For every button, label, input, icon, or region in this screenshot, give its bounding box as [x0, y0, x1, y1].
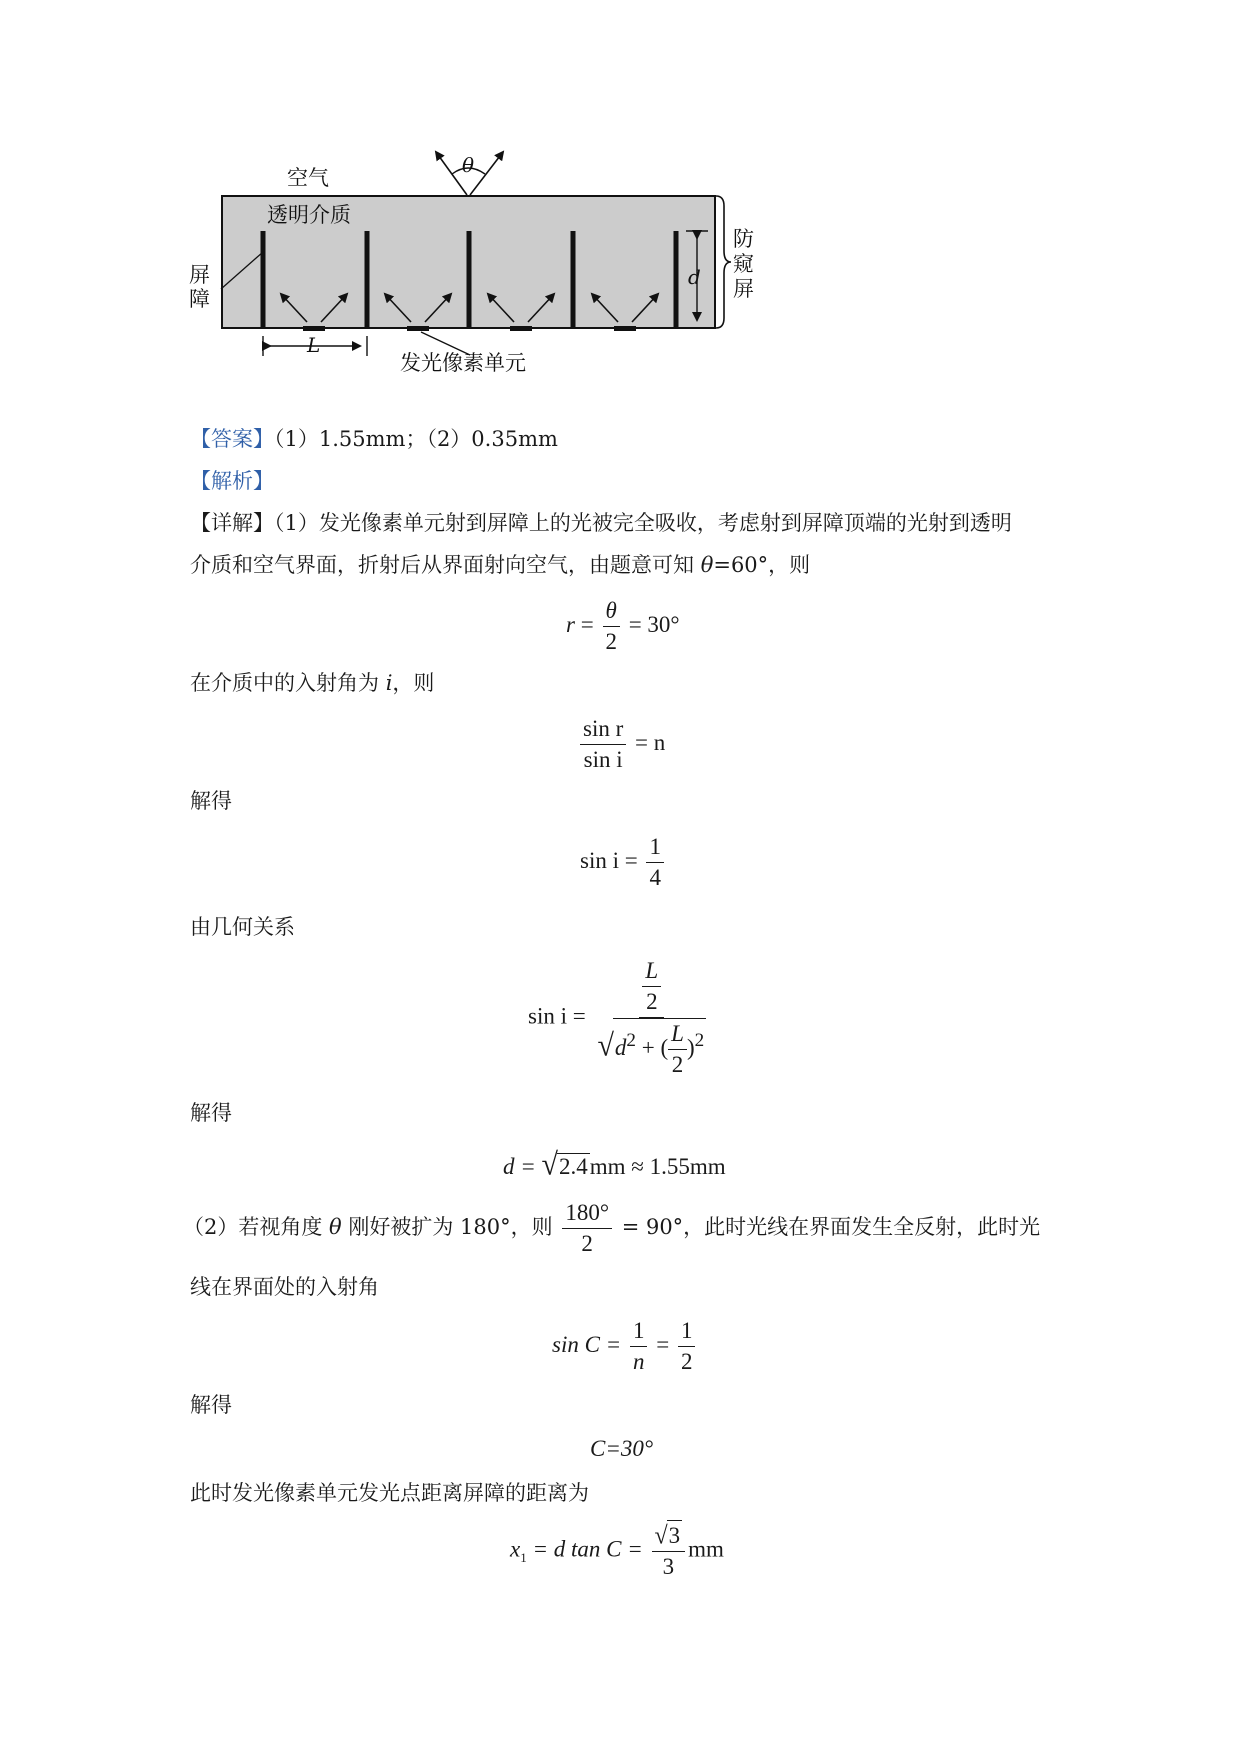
equation-critical-angle: [552, 1316, 698, 1377]
d-label: d: [688, 265, 701, 289]
eq6-num1: 1: [630, 1316, 648, 1347]
eq4-fraction: [594, 956, 709, 1080]
eq5-rhs: mm ≈ 1.55mm: [589, 1154, 726, 1179]
screen-brace: [716, 196, 731, 328]
part2-denominator: 2: [581, 1231, 593, 1256]
eq3-denominator: 4: [649, 865, 661, 890]
incident-text-a: 在介质中的入射角为: [190, 671, 386, 695]
eq2-numerator: sin r: [580, 714, 626, 745]
eq1-equals: =: [574, 611, 600, 637]
eq1-fraction: [602, 596, 620, 657]
detail-text-2b: =60°，则: [713, 553, 811, 577]
eq2-denominator: sin i: [583, 747, 623, 772]
eq8-sub: 1: [520, 1549, 527, 1565]
eq6-fraction-2: [678, 1316, 696, 1377]
pixel-unit: [303, 326, 325, 331]
eq2-fraction: [580, 714, 626, 775]
eq6-num2: 1: [678, 1316, 696, 1347]
answer-text: （1）1.55mm；（2）0.35mm: [274, 427, 558, 451]
eq6-den1: n: [632, 1349, 645, 1374]
eq4-inner-2: 2: [671, 1052, 684, 1077]
eq4-lhs: sin i =: [528, 1003, 592, 1029]
eq1-lhs: r: [566, 611, 575, 637]
pixel-unit: [510, 326, 532, 331]
equation-snell-law: [577, 714, 665, 775]
incident-symbol-i: i: [385, 671, 393, 695]
incident-text-b: ，则: [392, 671, 435, 695]
part2-fraction: [562, 1198, 612, 1259]
l-label: L: [307, 333, 321, 357]
barrier-label-1: 屏: [189, 263, 210, 287]
eq6-den2: 2: [680, 1349, 693, 1374]
screen-label-3: 屏: [733, 277, 754, 301]
equation-sin-i: [580, 832, 667, 893]
viewing-angle-arrow-right: [470, 152, 503, 195]
detail-tag: 【详解】: [190, 511, 274, 535]
part2-text-b: 刚好被扩为 180°，则: [341, 1215, 560, 1239]
barrier-label-2: 障: [189, 287, 210, 311]
solve-label-1: 解得: [190, 789, 232, 813]
eq4-d: d: [614, 1034, 627, 1060]
eq4-top-2: 2: [646, 989, 658, 1014]
eq1-rhs: = 30°: [622, 611, 680, 637]
eq8-fraction: $\frac{√3}{3}$: [652, 1520, 686, 1582]
eq1-numerator: θ: [603, 596, 620, 627]
eq6-lhs: sin C =: [552, 1331, 627, 1357]
part2-theta: θ: [329, 1215, 342, 1239]
eq6-equals: =: [650, 1331, 675, 1357]
eq5-radicand: 2.4: [559, 1154, 588, 1179]
eq4-plus: + (: [636, 1034, 669, 1060]
part2-text-a: （2）若视角度: [183, 1215, 330, 1239]
geometry-label: 由几何关系: [190, 915, 295, 939]
part2-numerator: 180°: [562, 1198, 612, 1229]
pixel-unit: [614, 326, 636, 331]
theta-label: θ: [462, 153, 475, 177]
part2-line-2: 线在界面处的入射角: [190, 1275, 379, 1299]
medium-label: 透明介质: [267, 203, 351, 227]
solve-label-2: 解得: [190, 1101, 232, 1125]
pixel-label: 发光像素单元: [400, 351, 526, 375]
eq8-rhs: mm: [688, 1536, 724, 1562]
air-label: 空气: [287, 166, 329, 190]
eq8-lhs: x: [510, 1536, 521, 1562]
eq8-denominator: 3: [662, 1554, 675, 1579]
part2-line-1: [183, 1198, 1040, 1259]
eq3-numerator: 1: [646, 832, 664, 863]
diagram-anti-peep-screen: [0, 0, 1240, 380]
solve-label-3: 解得: [190, 1393, 232, 1417]
analysis-tag: 【解析】: [190, 469, 274, 493]
detail-text-1: （1）发光像素单元射到屏障上的光被完全吸收，考虑射到屏障顶端的光射到透明: [274, 511, 1012, 535]
eq1-denominator: 2: [605, 629, 617, 654]
eq4-sup2: 2: [694, 1030, 705, 1052]
equation-refraction-angle: [566, 596, 680, 657]
eq8-numerator: 3: [667, 1520, 683, 1551]
screen-label-2: 窥: [733, 252, 754, 276]
incident-angle-text: [190, 668, 434, 698]
answer-tag: 【答案】: [190, 427, 274, 451]
eq4-paren: ): [686, 1034, 695, 1060]
eq2-rhs: = n: [629, 729, 666, 755]
eq4-numerator: [639, 956, 664, 1018]
screen-label-1: 防: [733, 227, 754, 251]
eq3-fraction: [646, 832, 664, 893]
equation-d-result: d = √2.4mm ≈ 1.55mm: [503, 1147, 726, 1182]
detail-line-2: [190, 550, 810, 580]
theta-symbol: θ: [700, 553, 714, 577]
equation-x1: [510, 1520, 724, 1582]
eq4-sup: 2: [626, 1030, 636, 1052]
equation-geometry: [528, 956, 712, 1080]
detail-text-2a: 介质和空气界面，折射后从界面射向空气，由题意可知: [190, 553, 701, 577]
eq3-lhs: sin i =: [580, 847, 644, 873]
eq6-fraction-1: [630, 1316, 648, 1377]
equation-c-value: C=30°: [590, 1436, 654, 1461]
eq4-denominator: $√d^2$ + ( $\frac{L}{2}$ )$^2$: [594, 1018, 709, 1080]
eq4-inner-L: L: [668, 1019, 687, 1050]
eq8-mid: = d tan C =: [526, 1536, 649, 1562]
part2-text-c: = 90°，此时光线在界面发生全反射，此时光: [615, 1215, 1041, 1239]
eq4-top-L: L: [642, 956, 661, 987]
pixel-unit: [407, 326, 429, 331]
distance-text: 此时发光像素单元发光点距离屏障的距离为: [190, 1481, 589, 1505]
answer-line: [190, 424, 558, 454]
eq5-lhs: d =: [503, 1154, 542, 1179]
detail-line-1: [190, 508, 1012, 538]
